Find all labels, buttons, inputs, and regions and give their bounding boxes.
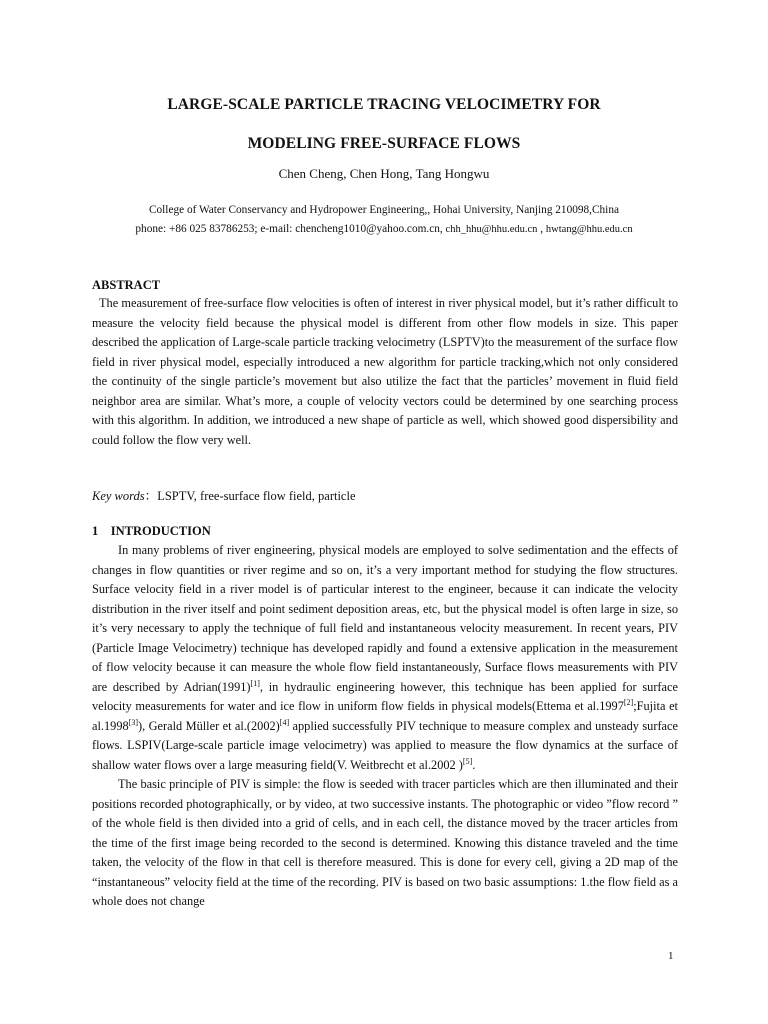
contact-email-3: hwtang@hhu.edu.cn [545, 224, 633, 235]
introduction-heading [92, 524, 211, 539]
contact-email-2: chh_hhu@hhu.edu.cn [445, 224, 538, 235]
intro-text-6: . [472, 757, 476, 772]
introduction-heading-text: 1 INTRODUCTION [92, 524, 211, 538]
citation-4: [4] [279, 717, 290, 727]
citation-2: [2] [623, 698, 634, 707]
abstract-heading: ABSTRACT [92, 278, 161, 292]
intro-text-5: applied successfully PIV technique to measure complex and unsteady surface flows. LSPIV(Large-scale particle image velocimetry) was applied to measure the flow dynamics at the surface of shallow water flows over a large measuring field(V. Weitbrecht et al.2002 ) [92, 718, 678, 772]
paper-title-line-1: LARGE-SCALE PARTICLE TRACING VELOCIMETRY FOR [167, 96, 601, 113]
citation-3: [3] [128, 717, 139, 727]
contact-separator: , [540, 223, 544, 235]
intro-text-2: , in hydraulic engineering however, this technique has been applied for surface velocity measurements for water and ice flow in uniform flow fields in physical models(Ettema et al.1997 [92, 679, 678, 713]
contact-line [0, 223, 768, 235]
intro-text-1: In many problems of river engineering, physical models are employed to solve sedimentation and the effects of changes in flow quantities or river regime and so on, it’s a very important method for studying the flow structures. Surface velocity field in a river model is of particular interest to the engineer, because it can indicate the velocity distribution in the river itself and point sediment deposition areas, etc, but the physical model is often large in size, so it’s very necessary to apply the technique of full field and instantaneous velocity measurement. In recent years, PIV (Particle Image Velocimetry) technique has developed rapidly and found a extensive application in the measurement of flow velocity because it can measure the whole flow field instantaneously, Surface flows measurements with PIV are described by Adrian(1991) [92, 543, 678, 694]
introduction-body [92, 541, 678, 912]
keywords-text: LSPTV, free-surface flow field, particle [157, 489, 356, 503]
author-list: Chen Cheng, Chen Hong, Tang Hongwu [278, 166, 490, 181]
citation-1: [1] [250, 678, 260, 688]
keywords-line [92, 486, 356, 504]
abstract-text: The measurement of free-surface flow velocities is often of interest in river physical model, but it’s rather difficult to measure the velocity field because the physical model is different from other flow models in size. This paper described the application of Large-scale particle tracking velocimetry (LSPTV)to the measurement of the surface flow field in river physical model, especially introduced a new algorithm for particle tracking,which not only considered the continuity of the single particle’s movement but also utilize the fact that the particles’ movement in fluid field neighbor area are similar. What’s more, a couple of velocity vectors could be determined by one searching process with this algorithm. In addition, we introduced a new shape of particle as well, which showed good dispersibility and could follow the flow very well. [92, 296, 678, 447]
keywords-label: Key words [92, 489, 145, 503]
page-number: 1 [668, 950, 674, 962]
intro-text-4: ), Gerald Müller et al.(2002) [138, 718, 280, 733]
affiliation: College of Water Conservancy and Hydropower Engineering,, Hohai University, Nanjing 210098,China [148, 204, 619, 216]
abstract-body [92, 294, 678, 450]
keywords-colon: ： [144, 489, 158, 503]
introduction-paragraph-1 [92, 541, 678, 775]
contact-main: phone: +86 025 83786253; e-mail: chencheng1010@yahoo.com.cn, [135, 223, 443, 235]
introduction-paragraph-2: The basic principle of PIV is simple: the flow is seeded with tracer particles which are then illuminated and their positions recorded photographically, or by video, at two successive instants. The photographic or video ”flow record ” of the whole field is then divided into a grid of cells, and in each cell, the distance moved by the tracer articles from the time of the first image being recorded to the second is determined. Knowing this distance traveled and the time taken, the velocity of the flow in that cell is therefore measured. This is done for every cell, giving a 2D map of the “instantaneous” velocity field at the time of the recording. PIV is based on two basic assumptions: 1.the flow field as a whole does not change [92, 777, 678, 908]
citation-5: [5] [462, 756, 473, 766]
intro-text-3: ;Fujita et al.1998 [92, 699, 678, 733]
paper-title-line-2: MODELING FREE-SURFACE FLOWS [247, 135, 521, 152]
